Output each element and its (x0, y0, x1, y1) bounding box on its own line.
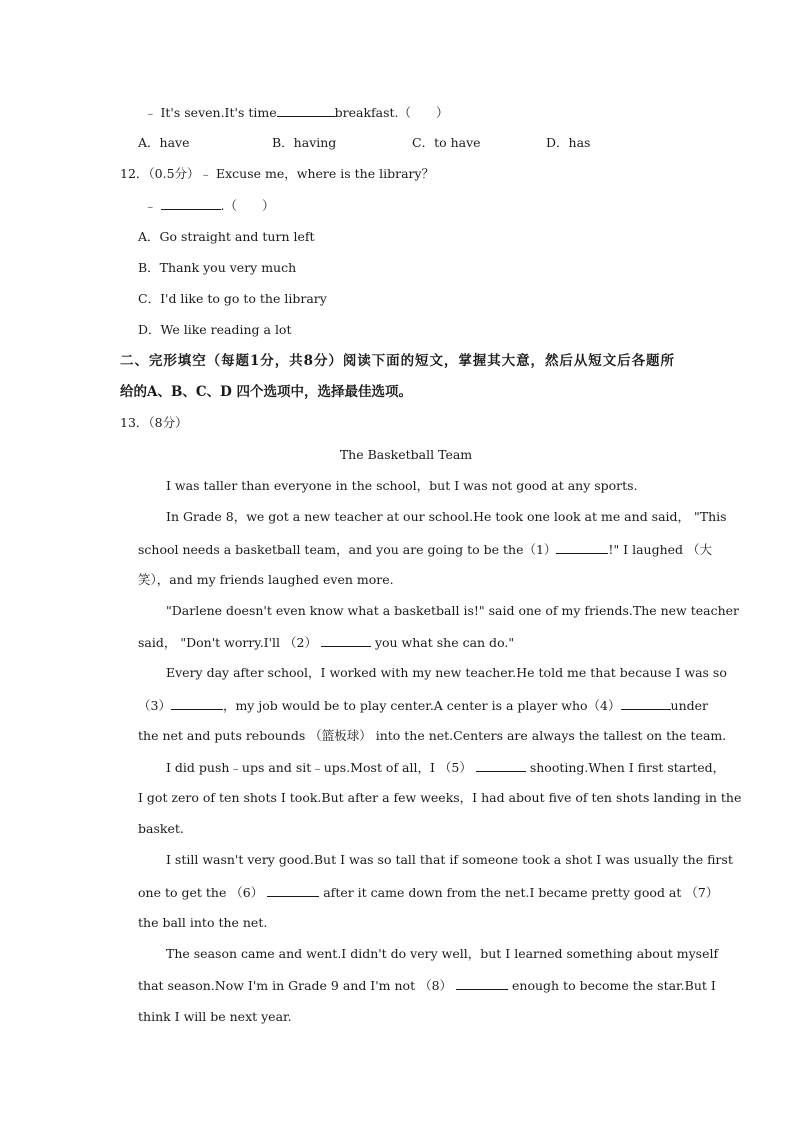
q11-option-c[interactable]: C．to have (412, 135, 481, 150)
section-heading-line2: 给的A、B、C、D 四个选项中，选择最佳选项。 (120, 384, 413, 400)
passage-p2-line3: 笑），and my friends laughed even more. (138, 572, 394, 587)
section-heading-line1: 二、完形填空（每题1分，共8分）阅读下面的短文，掌握其大意，然后从短文后各题所 (120, 353, 674, 369)
passage-p4-line1: Every day after school，I worked with my new teacher.He told me that because I was so (166, 665, 727, 680)
blank-3[interactable] (171, 696, 223, 710)
q12-option-c[interactable]: C．I'd like to go to the library (138, 291, 327, 306)
q12-answer-line: ﹣ .（ ） (144, 198, 275, 213)
passage-p3-line1: "Darlene doesn't even know what a basketball is!" said one of my friends.The new teacher (166, 603, 740, 618)
blank-5[interactable] (476, 758, 526, 772)
q11-option-b[interactable]: B．having (272, 135, 337, 150)
passage-p7-line3: think I will be next year. (138, 1009, 292, 1024)
passage-p2-line1: In Grade 8，we got a new teacher at our school.He took one look at me and said， "This (166, 509, 727, 524)
q11-option-d[interactable]: D．has (546, 135, 591, 150)
passage-p5-line3: basket. (138, 821, 184, 836)
blank-4[interactable] (621, 696, 671, 710)
passage-p5-line1: I did push﹣ups and sit﹣ups.Most of all，I （5） shooting.When I first started， (166, 760, 726, 775)
passage-p6-line1: I still wasn't very good.But I was so tall that if someone took a shot I was usually the first (166, 852, 733, 867)
passage-p4-line2: （3） ，my job would be to play center.A center is a player who（4） under (138, 698, 708, 713)
passage-p6-line3: the ball into the net. (138, 915, 268, 930)
blank-2[interactable] (321, 633, 371, 647)
passage-p7-line1: The season came and went.I didn't do very well，but I learned something about myself (166, 946, 719, 961)
q11-option-a[interactable]: A．have (138, 135, 190, 150)
passage-title: The Basketball Team (339, 447, 473, 462)
blank-8[interactable] (456, 976, 508, 990)
q12-stem: 12．（0.5分）﹣ Excuse me，where is the library？ (120, 166, 435, 181)
passage-p6-line2: one to get the （6） after it came down from the net.I became pretty good at （7） (138, 885, 719, 900)
answer-blank[interactable] (277, 103, 335, 117)
passage-p3-line2: said， "Don't worry.I'll （2） you what she can do." (138, 635, 515, 650)
answer-blank[interactable] (161, 196, 221, 210)
q11-stem: ﹣ It's seven.It's time breakfast.（ ） (144, 105, 449, 120)
passage-p5-line2: I got zero of ten shots I took.But after a few weeks，I had about five of ten shots landing in the (138, 790, 742, 805)
passage-p7-line2: that season.Now I'm in Grade 9 and I'm not （8） enough to become the star.But I (138, 978, 716, 993)
blank-6[interactable] (267, 883, 319, 897)
q12-option-d[interactable]: D．We like reading a lot (138, 322, 292, 337)
q13-label: 13．（8分） (120, 415, 188, 430)
blank-1[interactable] (556, 540, 608, 554)
q12-option-a[interactable]: A．Go straight and turn left (138, 229, 315, 244)
passage-p4-line3: the net and puts rebounds （篮板球） into the net.Centers are always the tallest on the team. (138, 728, 727, 743)
passage-p1: I was taller than everyone in the school，but I was not good at any sports. (166, 478, 638, 493)
passage-p2-line2: school needs a basketball team，and you are going to be the（1） !" I laughed （大 (138, 542, 713, 557)
q12-option-b[interactable]: B．Thank you very much (138, 260, 297, 275)
